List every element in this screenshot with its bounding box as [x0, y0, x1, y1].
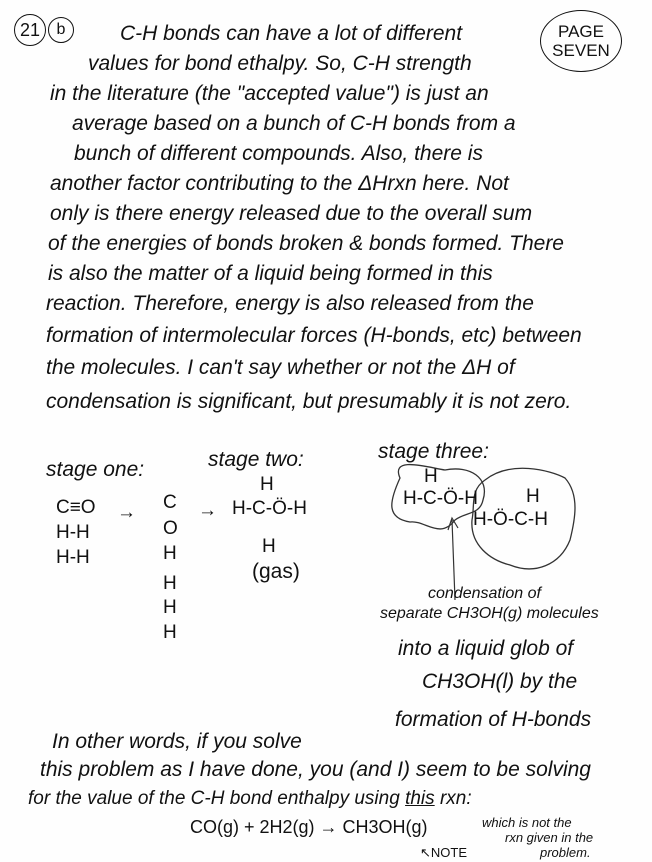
caption-line: formation of H-bonds — [395, 708, 592, 731]
paragraph-line: values for bond ethalpy. So, C-H strength — [88, 52, 472, 75]
conclusion-line: In other words, if you solve — [52, 730, 302, 753]
stage-three-label: stage three: — [378, 440, 489, 463]
problem-number-text: 21 — [19, 19, 41, 40]
part-label-text: b — [56, 21, 66, 38]
stage3-h: H — [424, 466, 438, 487]
methanol-bottom-h: H — [262, 536, 276, 557]
page-badge-line1: PAGE — [558, 22, 604, 41]
caption-line: separate CH3OH(g) molecules — [380, 605, 599, 622]
bond-hh: H-H — [56, 547, 90, 568]
atom: H — [163, 543, 177, 564]
paragraph-line: only is there energy released due to the overall sum — [50, 202, 533, 225]
conclusion-line: this problem as I have done, you (and I) seem to be solving — [40, 758, 591, 781]
page-badge-line2: SEVEN — [552, 41, 610, 60]
conclusion-text: rxn: — [439, 788, 472, 809]
stage3-molecule-1: H-C-Ö-H — [403, 488, 478, 509]
paragraph-line: is also the matter of a liquid being formed in this — [48, 262, 493, 285]
conclusion-line — [28, 790, 472, 808]
methanol-top-h: H — [260, 474, 274, 495]
atom: H — [163, 573, 177, 594]
atom: H — [163, 622, 177, 643]
arrow-1: → — [117, 502, 136, 523]
bond-co: C≡O — [56, 497, 96, 518]
paragraph-line: of the energies of bonds broken & bonds formed. There — [48, 232, 564, 255]
paragraph-line: bunch of different compounds. Also, there is — [74, 142, 483, 165]
paragraph-line: condensation is significant, but presumably it is not zero. — [46, 390, 572, 413]
caption-line: condensation of — [428, 585, 541, 602]
paragraph-line: another factor contributing to the ΔHrxn here. Not — [50, 172, 509, 195]
paragraph-line: the molecules. I can't say whether or not the ΔH of — [46, 356, 515, 379]
methanol-gas: H-C-Ö-H — [232, 498, 307, 519]
emphasis-this: this — [405, 788, 435, 809]
paragraph-line: reaction. Therefore, energy is also released from the — [46, 292, 534, 315]
bond-hh: H-H — [56, 522, 90, 543]
paragraph-line: average based on a bunch of C-H bonds from a — [72, 112, 516, 135]
stage-one-label: stage one: — [46, 458, 145, 481]
side-note: problem. — [540, 845, 591, 860]
atom: O — [163, 518, 178, 539]
side-note: which is not the — [482, 815, 572, 830]
stage3-molecule-2: H-Ö-C-H — [473, 509, 548, 530]
paragraph-line: formation of intermolecular forces (H-bonds, etc) between — [46, 324, 582, 347]
atom: H — [163, 597, 177, 618]
atom: C — [163, 492, 177, 513]
paragraph-line: C-H bonds can have a lot of different — [120, 22, 463, 45]
reaction-equation: CO(g) + 2H2(g) → CH3OH(g) — [190, 817, 428, 837]
side-note: rxn given in the — [505, 830, 594, 845]
caption-line: CH3OH(l) by the — [422, 670, 578, 693]
stage-two-label: stage two: — [208, 448, 304, 471]
gas-state: (gas) — [252, 560, 300, 583]
arrow-2: → — [198, 500, 217, 521]
caption-line: into a liquid glob of — [398, 637, 574, 660]
paragraph-line: in the literature (the "accepted value") is just an — [50, 82, 489, 105]
conclusion-text: for the value of the C-H bond enthalpy using — [28, 788, 400, 809]
note-pointer: ↖NOTE — [420, 845, 468, 860]
stage3-h: H — [526, 486, 540, 507]
